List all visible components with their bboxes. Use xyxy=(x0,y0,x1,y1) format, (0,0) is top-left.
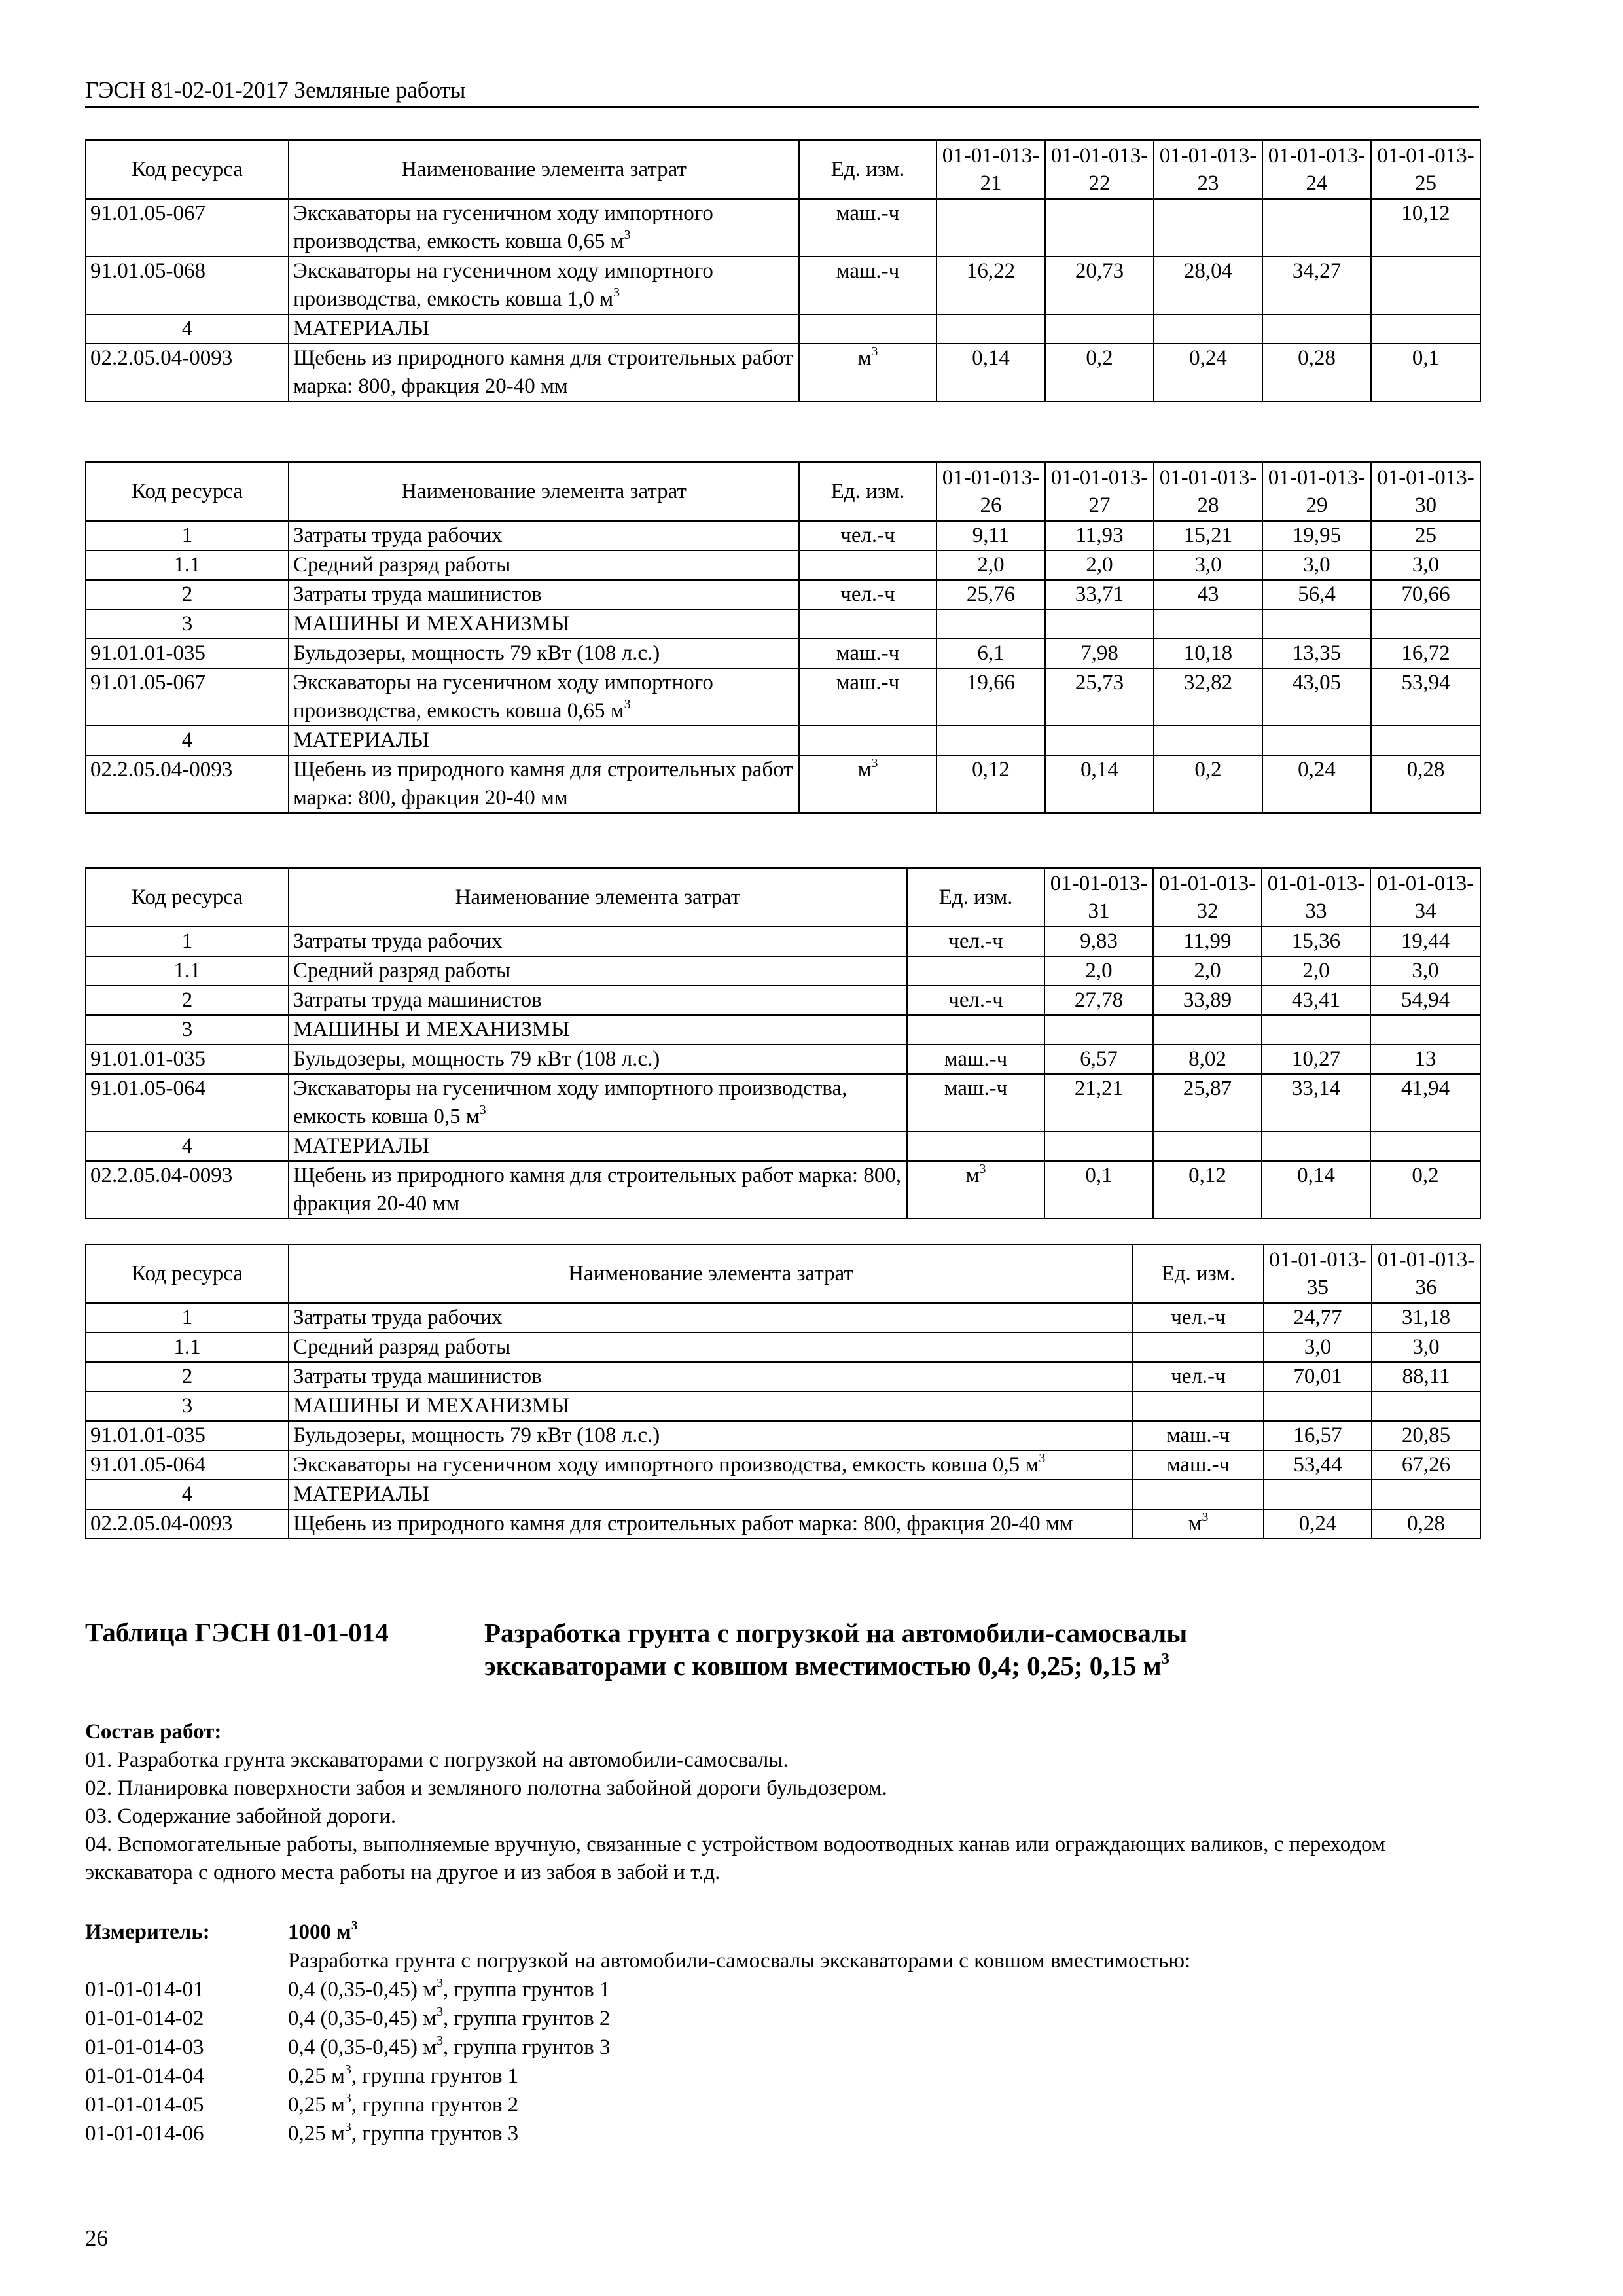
table-row xyxy=(86,668,1480,726)
table-row xyxy=(86,580,1480,609)
value-cell: 70,66 xyxy=(1371,580,1480,609)
norm-code: 01-01-014-02 xyxy=(85,2007,204,2030)
resource-unit: маш.-ч xyxy=(907,1074,1044,1132)
value-cell: 7,98 xyxy=(1045,639,1154,668)
value-cell: 25 xyxy=(1371,521,1480,550)
list-item xyxy=(85,2119,1492,2148)
col-header-code: Код ресурса xyxy=(86,462,289,521)
measure-value: 1000 $м^3$ xyxy=(288,1918,358,1944)
resource-code: 2 xyxy=(86,1362,289,1391)
value-cell: 13 xyxy=(1370,1045,1480,1074)
section-title: МАШИНЫ И МЕХАНИЗМЫ xyxy=(289,609,799,639)
table-title xyxy=(484,1617,1466,1682)
resource-name: Затраты труда рабочих xyxy=(289,1303,1133,1333)
value-cell: 3,0 xyxy=(1370,956,1480,986)
col-header-name: Наименование элемента затрат xyxy=(289,868,907,927)
resource-name: Экскаваторы на гусеничном ходу импортного производства, емкость ковша 1,0 $м^3$ xyxy=(289,257,799,314)
value-cell: 0,12 xyxy=(936,755,1045,813)
value-cell: 11,93 xyxy=(1045,521,1154,550)
norm-code: 01-01-014-04 xyxy=(85,2064,204,2088)
table-row xyxy=(86,956,1480,986)
section-code: 3 xyxy=(86,609,289,639)
list-item xyxy=(85,2004,1492,2033)
section-row xyxy=(86,314,1480,344)
work-composition xyxy=(85,1718,1492,1887)
value-cell: 6,57 xyxy=(1044,1045,1153,1074)
value-cell: 70,01 xyxy=(1264,1362,1372,1391)
resource-name: Затраты труда рабочих xyxy=(289,521,799,550)
value-cell: 56,4 xyxy=(1262,580,1371,609)
value-cell: 3,0 xyxy=(1154,550,1262,580)
resource-unit: маш.-ч xyxy=(1133,1450,1264,1480)
value-cell: 88,11 xyxy=(1372,1362,1480,1391)
resource-name: Средний разряд работы xyxy=(289,550,799,580)
resource-name: Затраты труда машинистов xyxy=(289,986,907,1015)
col-header-norm: 01-01-013-36 xyxy=(1372,1244,1480,1303)
table-row xyxy=(86,1045,1480,1074)
resource-name: Экскаваторы на гусеничном ходу импортного производства, емкость ковша 0,5 $м^3$ xyxy=(289,1074,907,1132)
value-cell: 24,77 xyxy=(1264,1303,1372,1333)
list-item: 04. Вспомогательные работы, выполняемые вручную, связанные с устройством водоотводных канав или ограждающих валиков, с переходом экскаватора с одного места работы на другое и из забоя в забой и т.д. xyxy=(85,1833,1385,1884)
list-item xyxy=(85,2090,1492,2119)
resource-code: 02.2.05.04-0093 xyxy=(86,755,289,813)
value-cell: 0,12 xyxy=(1153,1161,1262,1219)
table-row xyxy=(86,1074,1480,1132)
value-cell: 27,78 xyxy=(1044,986,1153,1015)
table-row xyxy=(86,1509,1480,1539)
resource-code: 1.1 xyxy=(86,956,289,986)
value-cell: 33,89 xyxy=(1153,986,1262,1015)
resource-name: Экскаваторы на гусеничном ходу импортного производства, емкость ковша 0,65 $м^3$ xyxy=(289,199,799,257)
resource-name: Экскаваторы на гусеничном ходу импортного производства, емкость ковша 0,65 $м^3$ xyxy=(289,668,799,726)
value-cell: 2,0 xyxy=(1262,956,1370,986)
norm-code: 01-01-014-01 xyxy=(85,1978,204,2001)
value-cell: 0,14 xyxy=(936,344,1045,401)
resource-unit: маш.-ч xyxy=(799,668,936,726)
section-title: МАТЕРИАЛЫ xyxy=(289,726,799,755)
value-cell: 21,21 xyxy=(1044,1074,1153,1132)
col-header-norm: 01-01-013-26 xyxy=(936,462,1045,521)
resource-code: 02.2.05.04-0093 xyxy=(86,344,289,401)
section-title: МАШИНЫ И МЕХАНИЗМЫ xyxy=(289,1015,907,1045)
value-cell: 43,05 xyxy=(1262,668,1371,726)
resource-code: 2 xyxy=(86,580,289,609)
table-row xyxy=(86,755,1480,813)
col-header-name: Наименование элемента затрат xyxy=(289,140,799,199)
value-cell: 33,14 xyxy=(1262,1074,1370,1132)
resource-unit: $м^3$ xyxy=(907,1161,1044,1219)
list-item: 02. Планировка поверхности забоя и земляного полотна забойной дороги бульдозером. xyxy=(85,1776,887,1800)
value-cell: 10,27 xyxy=(1262,1045,1370,1074)
table-row xyxy=(86,1333,1480,1362)
col-header-unit: Ед. изм. xyxy=(907,868,1044,927)
resource-name: Затраты труда рабочих xyxy=(289,927,907,956)
section-row xyxy=(86,1132,1480,1161)
resource-code: 91.01.05-064 xyxy=(86,1450,289,1480)
value-cell: 15,21 xyxy=(1154,521,1262,550)
value-cell: 3,0 xyxy=(1371,550,1480,580)
resource-table-3 xyxy=(85,867,1481,1219)
col-header-norm: 01-01-013-31 xyxy=(1044,868,1153,927)
resource-table-1 xyxy=(85,139,1481,402)
value-cell: 0,24 xyxy=(1262,755,1371,813)
section-title: МАТЕРИАЛЫ xyxy=(289,314,799,344)
value-cell: 0,2 xyxy=(1370,1161,1480,1219)
table-header-row xyxy=(86,1244,1480,1303)
value-cell: 43,41 xyxy=(1262,986,1370,1015)
resource-unit: $м^3$ xyxy=(799,755,936,813)
list-item xyxy=(85,2033,1492,2062)
col-header-unit: Ед. изм. xyxy=(799,140,936,199)
resource-unit: чел.-ч xyxy=(799,521,936,550)
resource-name: Затраты труда машинистов xyxy=(289,1362,1133,1391)
resource-code: 1.1 xyxy=(86,1333,289,1362)
value-cell: 9,11 xyxy=(936,521,1045,550)
resource-table-4 xyxy=(85,1244,1481,1539)
value-cell: 43 xyxy=(1154,580,1262,609)
list-item xyxy=(85,2062,1492,2090)
value-cell xyxy=(1045,199,1154,257)
table-row xyxy=(86,927,1480,956)
table-label: Таблица ГЭСН 01-01-014 xyxy=(85,1617,389,1647)
value-cell: 20,85 xyxy=(1372,1421,1480,1450)
table-header-row xyxy=(86,140,1480,199)
measure-label: Измеритель: xyxy=(85,1920,210,1944)
norm-description: 0,4 (0,35-0,45) $м^3$, группа грунтов 2 xyxy=(288,2005,611,2030)
resource-code: 2 xyxy=(86,986,289,1015)
resource-code: 91.01.01-035 xyxy=(86,1045,289,1074)
value-cell xyxy=(936,199,1045,257)
value-cell: 10,18 xyxy=(1154,639,1262,668)
section-code: 4 xyxy=(86,1480,289,1509)
measure-block xyxy=(85,1918,1492,2148)
value-cell: 6,1 xyxy=(936,639,1045,668)
col-header-norm: 01-01-013-21 xyxy=(936,140,1045,199)
resource-name: Щебень из природного камня для строительных работ марка: 800, фракция 20-40 мм xyxy=(289,344,799,401)
list-item: 01. Разработка грунта экскаваторами с погрузкой на автомобили-самосвалы. xyxy=(85,1748,789,1772)
norm-description: 0,25 $м^3$, группа грунтов 2 xyxy=(288,2091,519,2117)
section-code: 4 xyxy=(86,314,289,344)
table-row xyxy=(86,986,1480,1015)
resource-code: 91.01.01-035 xyxy=(86,1421,289,1450)
value-cell xyxy=(1262,199,1371,257)
value-cell: 67,26 xyxy=(1372,1450,1480,1480)
col-header-unit: Ед. изм. xyxy=(1133,1244,1264,1303)
table-row xyxy=(86,1161,1480,1219)
value-cell: 3,0 xyxy=(1262,550,1371,580)
resource-name: Щебень из природного камня для строительных работ марка: 800, фракция 20-40 мм xyxy=(289,755,799,813)
value-cell: 0,28 xyxy=(1372,1509,1480,1539)
value-cell: 53,94 xyxy=(1371,668,1480,726)
col-header-code: Код ресурса xyxy=(86,868,289,927)
value-cell: 16,22 xyxy=(936,257,1045,314)
section-title: МАТЕРИАЛЫ xyxy=(289,1480,1133,1509)
value-cell: 13,35 xyxy=(1262,639,1371,668)
section-code: 3 xyxy=(86,1015,289,1045)
col-header-norm: 01-01-013-24 xyxy=(1262,140,1371,199)
value-cell: 20,73 xyxy=(1045,257,1154,314)
col-header-norm: 01-01-013-23 xyxy=(1154,140,1262,199)
value-cell: 25,87 xyxy=(1153,1074,1262,1132)
norm-description: 0,25 $м^3$, группа грунтов 3 xyxy=(288,2120,519,2145)
value-cell: 33,71 xyxy=(1045,580,1154,609)
table-row xyxy=(86,199,1480,257)
resource-code: 91.01.05-067 xyxy=(86,199,289,257)
value-cell: 0,28 xyxy=(1262,344,1371,401)
resource-name: Затраты труда машинистов xyxy=(289,580,799,609)
resource-name: Бульдозеры, мощность 79 кВт (108 л.с.) xyxy=(289,1045,907,1074)
resource-unit: чел.-ч xyxy=(799,580,936,609)
resource-name: Щебень из природного камня для строительных работ марка: 800, фракция 20-40 мм xyxy=(289,1509,1133,1539)
composition-heading: Состав работ: xyxy=(85,1720,222,1744)
resource-unit: маш.-ч xyxy=(1133,1421,1264,1450)
section-title: МАШИНЫ И МЕХАНИЗМЫ xyxy=(289,1391,1133,1421)
measure-row xyxy=(85,1946,1492,1975)
section-title: МАТЕРИАЛЫ xyxy=(289,1132,907,1161)
value-cell: 2,0 xyxy=(1153,956,1262,986)
value-cell: 53,44 xyxy=(1264,1450,1372,1480)
section-code: 4 xyxy=(86,1132,289,1161)
measure-row xyxy=(85,1918,1492,1946)
value-cell: 2,0 xyxy=(1045,550,1154,580)
table-row xyxy=(86,257,1480,314)
resource-code: 1 xyxy=(86,1303,289,1333)
table-row xyxy=(86,1421,1480,1450)
value-cell: 0,1 xyxy=(1371,344,1480,401)
value-cell: 54,94 xyxy=(1370,986,1480,1015)
value-cell: 3,0 xyxy=(1372,1333,1480,1362)
value-cell: 41,94 xyxy=(1370,1074,1480,1132)
norm-description: 0,4 (0,35-0,45) $м^3$, группа грунтов 1 xyxy=(288,1976,611,2001)
col-header-norm: 01-01-013-22 xyxy=(1045,140,1154,199)
section-code: 4 xyxy=(86,726,289,755)
col-header-norm: 01-01-013-34 xyxy=(1370,868,1480,927)
table-row xyxy=(86,1450,1480,1480)
section-row xyxy=(86,1480,1480,1509)
resource-name: Бульдозеры, мощность 79 кВт (108 л.с.) xyxy=(289,1421,1133,1450)
value-cell: 34,27 xyxy=(1262,257,1371,314)
list-item: 03. Содержание забойной дороги. xyxy=(85,1804,397,1828)
table-row xyxy=(86,550,1480,580)
resource-unit: $м^3$ xyxy=(799,344,936,401)
col-header-norm: 01-01-013-30 xyxy=(1371,462,1480,521)
value-cell: 3,0 xyxy=(1264,1333,1372,1362)
value-cell: 0,2 xyxy=(1045,344,1154,401)
value-cell: 0,24 xyxy=(1154,344,1262,401)
value-cell: 19,66 xyxy=(936,668,1045,726)
value-cell: 0,28 xyxy=(1371,755,1480,813)
value-cell: 19,95 xyxy=(1262,521,1371,550)
measure-description: Разработка грунта с погрузкой на автомобили-самосвалы экскаваторами с ковшом вместимостью: xyxy=(288,1949,1191,1973)
value-cell: 0,14 xyxy=(1262,1161,1370,1219)
table-header-row xyxy=(86,462,1480,521)
col-header-norm: 01-01-013-29 xyxy=(1262,462,1371,521)
section-row xyxy=(86,1391,1480,1421)
col-header-name: Наименование элемента затрат xyxy=(289,1244,1133,1303)
col-header-norm: 01-01-013-28 xyxy=(1154,462,1262,521)
resource-unit: чел.-ч xyxy=(1133,1362,1264,1391)
value-cell: 0,1 xyxy=(1044,1161,1153,1219)
value-cell: 32,82 xyxy=(1154,668,1262,726)
norm-description: 0,4 (0,35-0,45) $м^3$, группа грунтов 3 xyxy=(288,2034,611,2059)
resource-code: 91.01.05-064 xyxy=(86,1074,289,1132)
value-cell: 8,02 xyxy=(1153,1045,1262,1074)
value-cell: 19,44 xyxy=(1370,927,1480,956)
resource-name: Средний разряд работы xyxy=(289,956,907,986)
value-cell: 28,04 xyxy=(1154,257,1262,314)
resource-unit: маш.-ч xyxy=(799,257,936,314)
norm-description: 0,25 $м^3$, группа грунтов 1 xyxy=(288,2062,519,2088)
col-header-code: Код ресурса xyxy=(86,140,289,199)
section-row xyxy=(86,1015,1480,1045)
col-header-code: Код ресурса xyxy=(86,1244,289,1303)
table-title-line: Разработка грунта с погрузкой на автомобили-самосвалы xyxy=(484,1618,1188,1648)
resource-unit: чел.-ч xyxy=(907,927,1044,956)
resource-code: 91.01.01-035 xyxy=(86,639,289,668)
norm-code: 01-01-014-05 xyxy=(85,2093,204,2117)
list-item xyxy=(85,1975,1492,2004)
table-row xyxy=(86,1303,1480,1333)
col-header-norm: 01-01-013-33 xyxy=(1262,868,1370,927)
value-cell: 10,12 xyxy=(1371,199,1480,257)
value-cell: 16,57 xyxy=(1264,1421,1372,1450)
value-cell: 2,0 xyxy=(1044,956,1153,986)
col-header-norm: 01-01-013-25 xyxy=(1371,140,1480,199)
table-row xyxy=(86,521,1480,550)
value-cell xyxy=(1154,199,1262,257)
resource-code: 02.2.05.04-0093 xyxy=(86,1161,289,1219)
col-header-unit: Ед. изм. xyxy=(799,462,936,521)
value-cell: 11,99 xyxy=(1153,927,1262,956)
value-cell: 0,14 xyxy=(1045,755,1154,813)
col-header-norm: 01-01-013-32 xyxy=(1153,868,1262,927)
resource-code: 1 xyxy=(86,521,289,550)
value-cell: 9,83 xyxy=(1044,927,1153,956)
value-cell: 25,76 xyxy=(936,580,1045,609)
norm-code: 01-01-014-03 xyxy=(85,2036,204,2059)
resource-unit: чел.-ч xyxy=(1133,1303,1264,1333)
value-cell: 25,73 xyxy=(1045,668,1154,726)
table-row xyxy=(86,1362,1480,1391)
resource-unit: $м^3$ xyxy=(1133,1509,1264,1539)
resource-name: Средний разряд работы xyxy=(289,1333,1133,1362)
resource-name: Щебень из природного камня для строительных работ марка: 800, фракция 20-40 мм xyxy=(289,1161,907,1219)
col-header-name: Наименование элемента затрат xyxy=(289,462,799,521)
resource-name: Бульдозеры, мощность 79 кВт (108 л.с.) xyxy=(289,639,799,668)
resource-code: 1 xyxy=(86,927,289,956)
value-cell: 31,18 xyxy=(1372,1303,1480,1333)
col-header-norm: 01-01-013-35 xyxy=(1264,1244,1372,1303)
value-cell: 2,0 xyxy=(936,550,1045,580)
page-number: 26 xyxy=(85,2225,108,2251)
norm-code: 01-01-014-06 xyxy=(85,2122,204,2145)
resource-unit: чел.-ч xyxy=(907,986,1044,1015)
table-row xyxy=(86,639,1480,668)
resource-unit: маш.-ч xyxy=(799,199,936,257)
section-row xyxy=(86,609,1480,639)
table-header-row xyxy=(86,868,1480,927)
resource-code: 91.01.05-067 xyxy=(86,668,289,726)
value-cell xyxy=(1371,257,1480,314)
value-cell: 16,72 xyxy=(1371,639,1480,668)
value-cell: 0,24 xyxy=(1264,1509,1372,1539)
col-header-norm: 01-01-013-27 xyxy=(1045,462,1154,521)
section-code: 3 xyxy=(86,1391,289,1421)
section-row xyxy=(86,726,1480,755)
value-cell: 0,2 xyxy=(1154,755,1262,813)
value-cell: 15,36 xyxy=(1262,927,1370,956)
page-header: ГЭСН 81-02-01-2017 Земляные работы xyxy=(85,77,1479,108)
resource-code: 1.1 xyxy=(86,550,289,580)
resource-code: 91.01.05-068 xyxy=(86,257,289,314)
resource-table-2 xyxy=(85,461,1481,814)
table-title-line: экскаваторами с ковшом вместимостью 0,4; 0,25; 0,15 $м^3$ xyxy=(484,1649,1170,1681)
resource-unit: маш.-ч xyxy=(907,1045,1044,1074)
table-row xyxy=(86,344,1480,401)
resource-code: 02.2.05.04-0093 xyxy=(86,1509,289,1539)
resource-name: Экскаваторы на гусеничном ходу импортного производства, емкость ковша 0,5 $м^3$ xyxy=(289,1450,1133,1480)
resource-unit: маш.-ч xyxy=(799,639,936,668)
